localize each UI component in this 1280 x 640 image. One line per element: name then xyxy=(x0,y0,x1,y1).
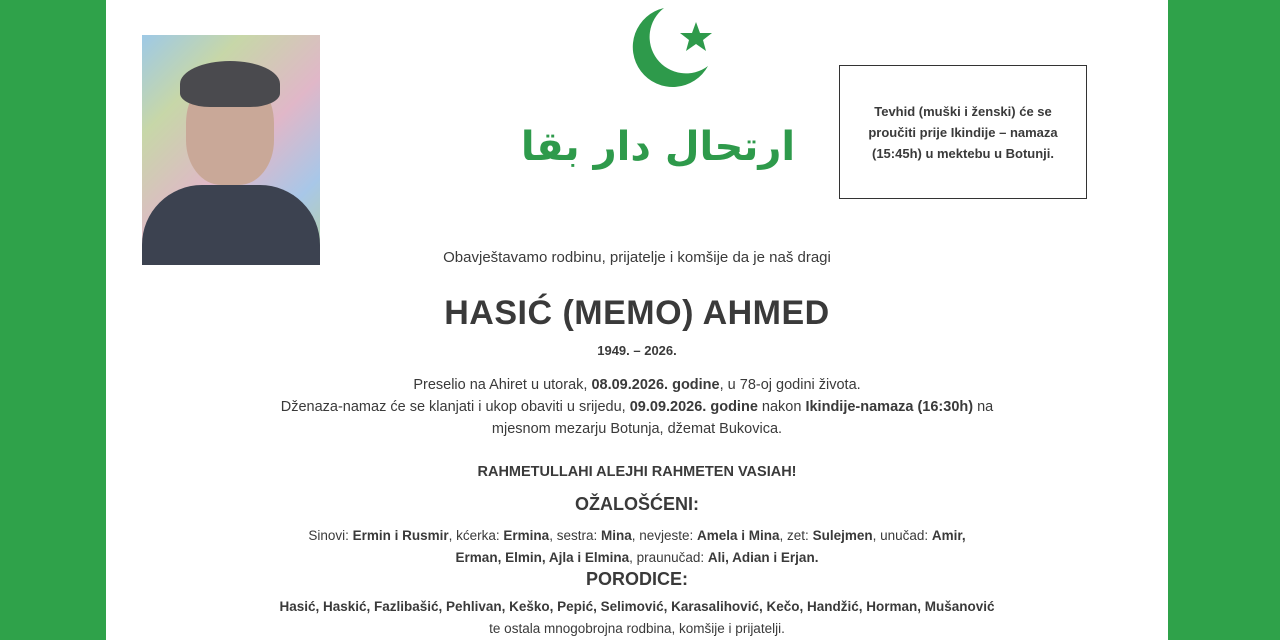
mourners-title: OŽALOŠĆENI: xyxy=(575,494,699,514)
burial-place-line: mjesnom mezarju Botunja, džemat Bukovica. xyxy=(491,421,783,437)
arabic-calligraphy: ارتحال دار بقا xyxy=(520,124,796,170)
families-title: PORODICE: xyxy=(585,569,688,589)
dzenaza-line: Dženaza-namaz će se klanjati i ukop obaviti u srijedu, 09.09.2026. godine nakon Ikindije-namaza (16:30h) na xyxy=(280,399,994,415)
families-list: Hasić, Haskić, Fazlibašić, Pehlivan, Keško, Pepić, Selimović, Karasalihović, Kečo, Handžić, Horman, Mušanović te ostala mnogobrojna rodbina, komšije i prijatelji. xyxy=(279,599,995,636)
prayer-salute: RAHMETULLAHI ALEJHI RAHMETEN VASIAH! xyxy=(477,464,797,480)
life-years: 1949. – 2026. xyxy=(597,343,677,358)
obituary-sheet xyxy=(106,0,1168,640)
deceased-name: HASIĆ (MEMO) AHMED xyxy=(444,294,830,332)
funeral-details xyxy=(106,374,1168,440)
intro-text: Obavještavamo rodbinu, prijatelje i komšije da je naš dragi xyxy=(443,249,831,266)
death-line: Preselio na Ahiret u utorak, 08.09.2026. godine, u 78-oj godini života. xyxy=(413,377,861,393)
mourners-list: Sinovi: Ermin i Rusmir, kćerka: Ermina, sestra: Mina, nevjeste: Amela i Mina, zet: Sulejmen, unučad: Amir, Erman, Elmin, Ajla i Elmina, praunučad: Ali, Adian i Erjan. xyxy=(308,528,966,565)
crescent-star-icon xyxy=(520,0,796,200)
deceased-photo xyxy=(142,35,320,257)
tevhid-notice: Tevhid (muški i ženski) će se proučiti prije Ikindije – namaza (15:45h) u mektebu u Botunji. xyxy=(839,65,1087,199)
